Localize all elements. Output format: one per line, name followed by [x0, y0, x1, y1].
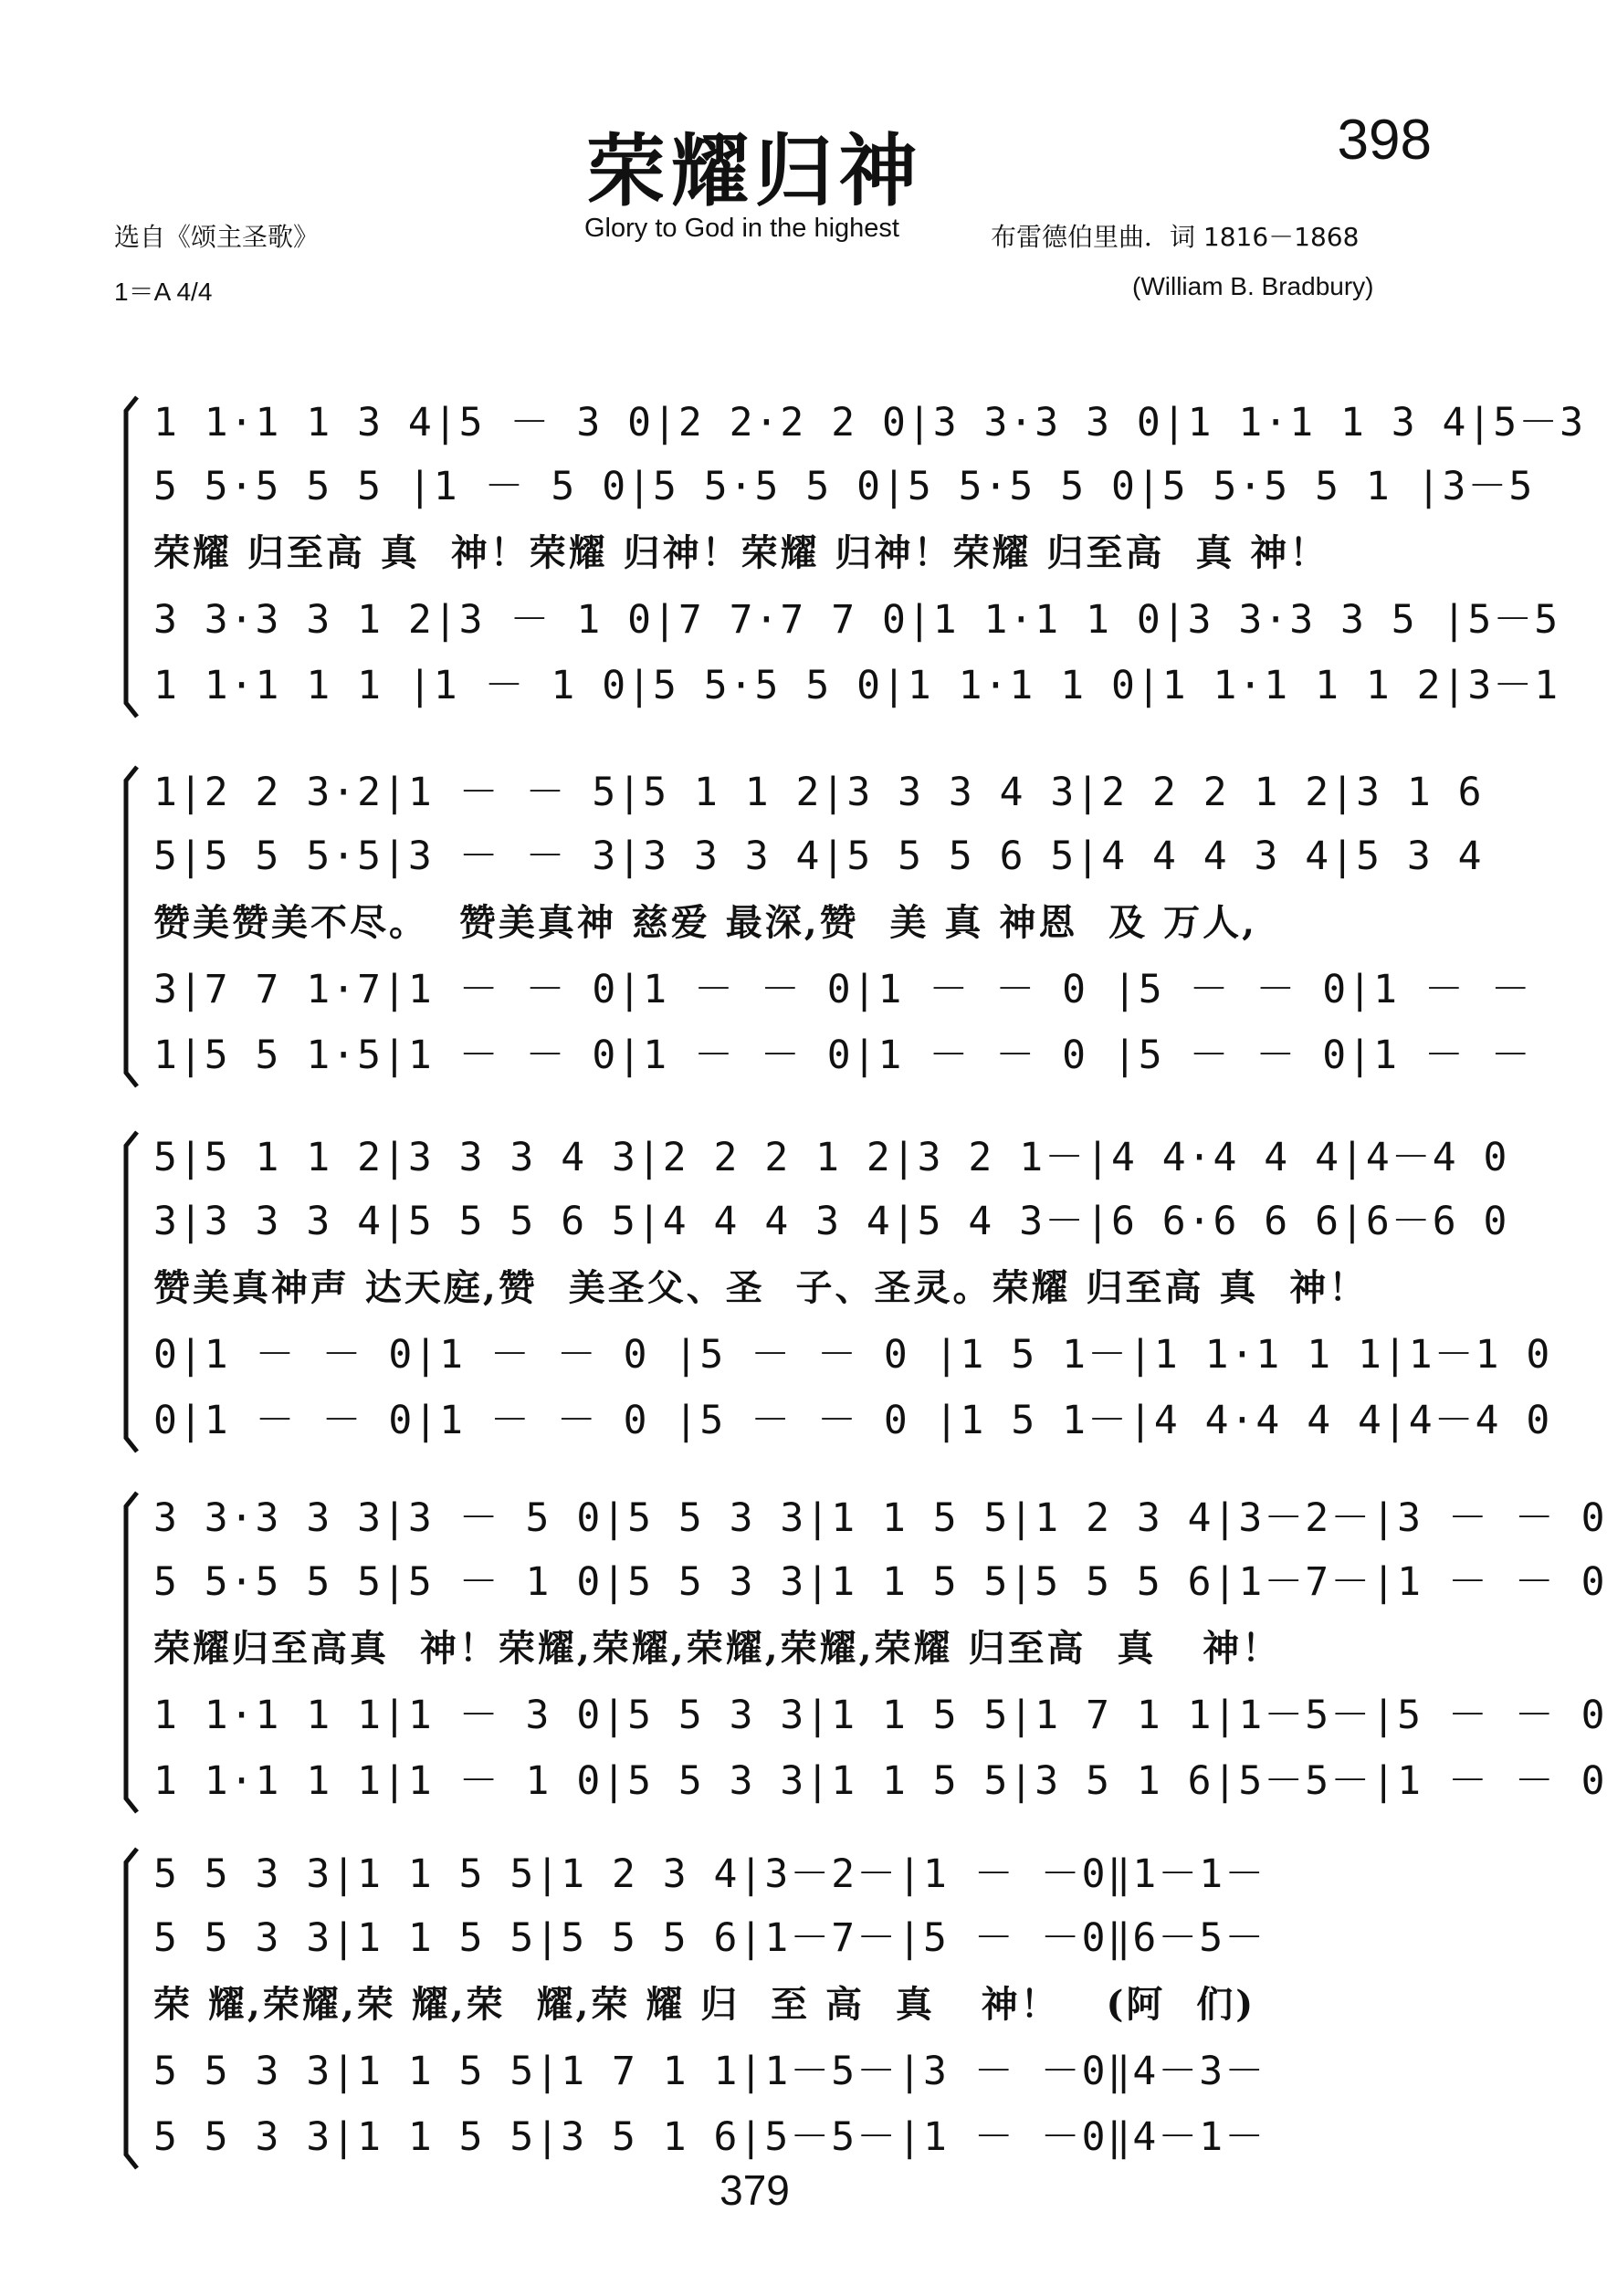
soprano-line: 5|5 1 1 2|3 3 3 4 3|2 2 2 1 2|3 2 1－|4 4·4 4 4|4－4 0	[153, 1135, 1509, 1180]
alto-line: 5|5 5 5·5|3 － － 3|3 3 3 4|5 5 5 6 5|4 4 4 3 4|5 3 4	[153, 833, 1484, 879]
lyrics-line: 赞美赞美不尽。 赞美真神 慈爱 最深,赞 美 真 神恩 及 万人,	[153, 901, 1258, 944]
composer-credit: 布雷德伯里曲．词 1816－1868	[991, 222, 1360, 252]
bass-line: 1 1·1 1 1|1 － 1 0|5 5 3 3|1 1 5 5|3 5 1 6|5－5－|1 － － 0	[153, 1758, 1607, 1804]
music-system-5	[117, 1844, 1450, 2173]
soprano-line: 1|2 2 3·2|1 － － 5|5 1 1 2|3 3 3 4 3|2 2 2 1 2|3 1 6	[153, 770, 1484, 815]
bass-line: 1|5 5 1·5|1 － － 0|1 － － 0|1 － － 0 |5 － － 0|1 － －	[153, 1033, 1532, 1078]
music-system-2	[117, 762, 1532, 1091]
bass-line: 0|1 － － 0|1 － － 0 |5 － － 0 |1 5 1－|4 4·4 4 4|4－4 0	[153, 1398, 1552, 1443]
alto-line: 5 5 3 3|1 1 5 5|5 5 5 6|1－7－|5 － －0‖6－5－	[153, 1915, 1266, 1961]
system-brace	[117, 393, 146, 721]
tenor-line: 1 1·1 1 1|1 － 3 0|5 5 3 3|1 1 5 5|1 7 1 1|1－5－|5 － － 0	[153, 1693, 1607, 1738]
hymn-title: 荣耀归神	[586, 125, 923, 217]
soprano-line: 3 3·3 3 3|3 － 5 0|5 5 3 3|1 1 5 5|1 2 3 4|3－2－|3 － － 0	[153, 1495, 1607, 1541]
lyrics-line: 荣耀 归至高 真 神！荣耀 归神！荣耀 归神！荣耀 归至高 真 神！	[153, 531, 1329, 574]
bass-line: 1 1·1 1 1 |1 － 1 0|5 5·5 5 0|1 1·1 1 0|1 1·1 1 1 2|3－1	[153, 663, 1560, 708]
alto-line: 5 5·5 5 5|5 － 1 0|5 5 3 3|1 1 5 5|5 5 5 6|1－7－|1 － － 0	[153, 1559, 1607, 1605]
tenor-line: 0|1 － － 0|1 － － 0 |5 － － 0 |1 5 1－|1 1·1 1 1|1－1 0	[153, 1332, 1552, 1378]
hymn-number: 398	[1337, 109, 1432, 172]
key-signature: 1＝A 4/4	[114, 278, 213, 306]
tenor-line: 3 3·3 3 1 2|3 － 1 0|7 7·7 7 0|1 1·1 1 0|3 3·3 3 5 |5－5	[153, 597, 1560, 643]
alto-line: 3|3 3 3 4|5 5 5 6 5|4 4 4 3 4|5 4 3－|6 6·6 6 6|6－6 0	[153, 1199, 1509, 1244]
alto-line: 5 5·5 5 5 |1 － 5 0|5 5·5 5 0|5 5·5 5 0|5 5·5 5 1 |3－5	[153, 464, 1535, 509]
english-title: Glory to God in the highest	[584, 214, 899, 243]
tenor-line: 5 5 3 3|1 1 5 5|1 7 1 1|1－5－|3 － －0‖4－3－	[153, 2049, 1266, 2094]
system-brace	[117, 1127, 146, 1456]
music-system-3	[117, 1127, 1552, 1456]
lyrics-line: 赞美真神声 达天庭,赞 美圣父、圣 子、圣灵。荣耀 归至高 真 神！	[153, 1266, 1369, 1309]
soprano-line: 5 5 3 3|1 1 5 5|1 2 3 4|3－2－|1 － －0‖1－1－	[153, 1851, 1266, 1897]
lyrics-line: 荣 耀,荣耀,荣 耀,荣 耀,荣 耀 归 至 高 真 神！ (阿 们)	[153, 1983, 1256, 2026]
lyrics-line: 荣耀归至高真 神！荣耀,荣耀,荣耀,荣耀,荣耀 归至高 真 神！	[153, 1627, 1282, 1670]
system-brace	[117, 762, 146, 1091]
page-number: 379	[719, 2166, 790, 2214]
system-brace	[117, 1488, 146, 1817]
music-system-1	[117, 393, 1586, 721]
bass-line: 5 5 3 3|1 1 5 5|3 5 1 6|5－5－|1 － －0‖4－1－	[153, 2114, 1266, 2160]
source-note: 选自《颂主圣歌》	[114, 222, 320, 252]
system-brace	[117, 1844, 146, 2173]
tenor-line: 3|7 7 1·7|1 － － 0|1 － － 0|1 － － 0 |5 － － 0|1 － －	[153, 967, 1532, 1012]
composer-english: (William B. Bradbury)	[1132, 272, 1374, 300]
soprano-line: 1 1·1 1 3 4|5 － 3 0|2 2·2 2 0|3 3·3 3 0|1 1·1 1 3 4|5－3	[153, 400, 1586, 446]
music-system-4	[117, 1488, 1607, 1817]
